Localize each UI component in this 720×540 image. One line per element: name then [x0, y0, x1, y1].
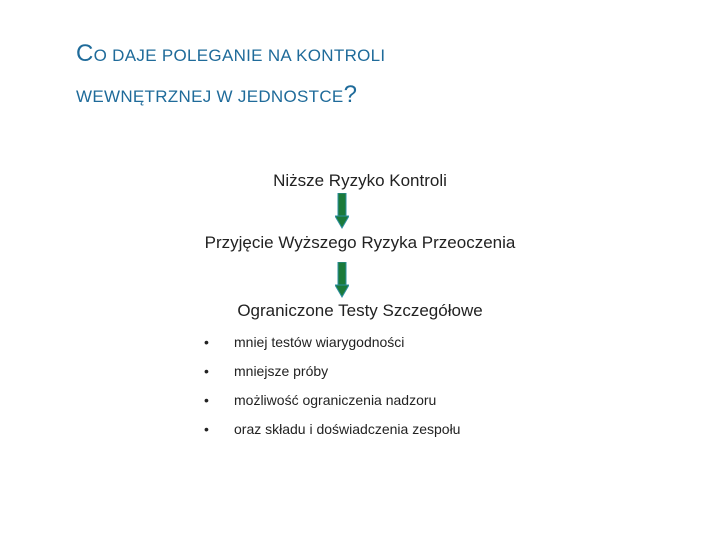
bullet-marker: •: [204, 363, 209, 379]
flow-step-1: Niższe Ryzyko Kontroli: [273, 171, 447, 190]
bullet-marker: •: [204, 421, 209, 437]
bullet-marker: •: [204, 334, 209, 350]
list-item: [204, 330, 460, 359]
list-item: [204, 359, 460, 388]
list-item-text: mniejsze próby: [234, 363, 329, 379]
list-item: [204, 388, 460, 417]
bullet-list: [204, 330, 460, 446]
bullet-marker: •: [204, 392, 209, 408]
title-line-2-text: WEWNĘTRZNEJ W JEDNOSTCE: [76, 87, 344, 106]
title-line-1-text: O DAJE POLEGANIE NA KONTROLI: [93, 46, 386, 65]
down-arrow-icon: [335, 262, 349, 298]
list-item-text: oraz składu i doświadczenia zespołu: [234, 421, 461, 437]
list-item-text: możliwość ograniczenia nadzoru: [234, 392, 437, 408]
flow-step-3: Ograniczone Testy Szczegółowe: [237, 301, 483, 320]
list-item: [204, 417, 460, 446]
flow-step-2: Przyjęcie Wyższego Ryzyka Przeoczenia: [204, 233, 516, 252]
slide-title: [76, 34, 696, 116]
title-line-2: [76, 75, 696, 116]
title-line-1: [76, 34, 696, 75]
title-question-mark: ?: [343, 81, 358, 108]
title-initial-cap: C: [76, 40, 94, 67]
list-item-text: mniej testów wiarygodności: [234, 334, 405, 350]
down-arrow-icon: [335, 193, 349, 229]
